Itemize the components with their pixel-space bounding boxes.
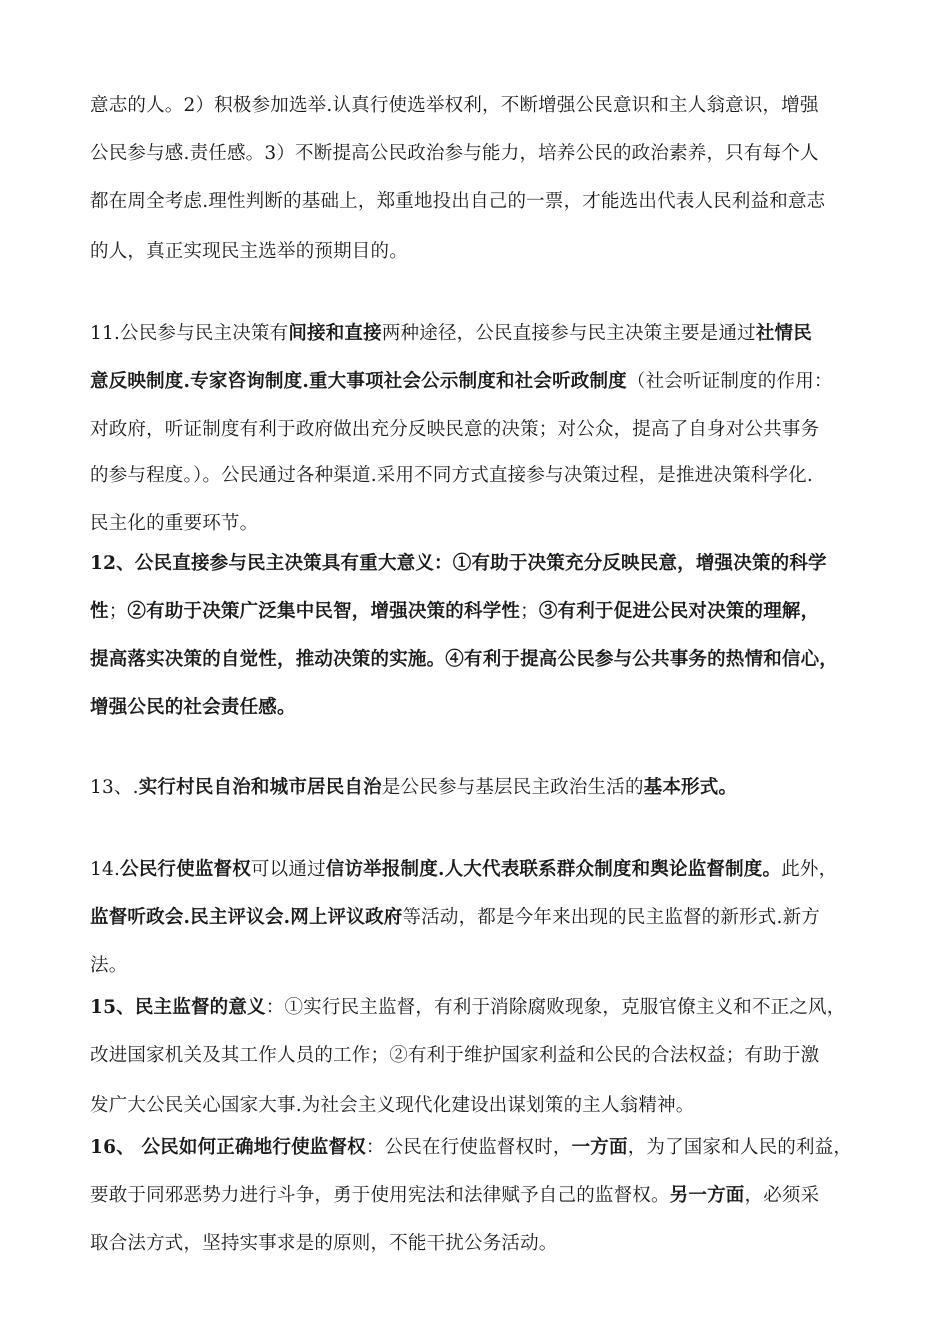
text-line bbox=[90, 1232, 880, 1256]
bold-text-run: 15、民主监督的意义 bbox=[90, 997, 266, 1018]
text-line bbox=[90, 858, 880, 882]
text-run: 的参与程度。）。公民通过各种渠道.采用不同方式直接参与决策过程，是推进决策科学化. bbox=[90, 465, 813, 486]
text-line bbox=[90, 370, 880, 394]
text-line bbox=[90, 1184, 880, 1208]
text-run: （社会听证制度的作用： bbox=[626, 371, 833, 392]
bold-text-run: 监督听政会.民主评议会.网上评议政府 bbox=[90, 907, 403, 928]
text-line bbox=[90, 240, 880, 264]
text-line bbox=[90, 1136, 880, 1160]
bold-text-run: 另一方面 bbox=[669, 1185, 745, 1206]
bold-text-run: ③有利于促进公民对决策的理解， bbox=[538, 601, 820, 622]
text-run: 是公民参与基层民主政治生活的 bbox=[381, 777, 644, 798]
text-run: 可以通过 bbox=[250, 859, 326, 880]
text-run: 都在周全考虑.理性判断的基础上，郑重地投出自己的一票，才能选出代表人民利益和意志 bbox=[90, 191, 826, 212]
text-line bbox=[90, 1044, 880, 1068]
text-run: 法。 bbox=[90, 955, 128, 976]
text-line bbox=[90, 464, 880, 488]
text-line bbox=[90, 600, 880, 624]
text-line bbox=[90, 94, 880, 118]
text-run: 取合法方式，坚持实事求是的原则，不能干扰公务活动。 bbox=[90, 1233, 558, 1254]
text-run: 民主化的重要环节。 bbox=[90, 513, 259, 534]
text-line bbox=[90, 648, 880, 672]
text-line bbox=[90, 906, 880, 930]
text-line bbox=[90, 418, 880, 442]
bold-text-run: 增强公民的社会责任感。 bbox=[90, 697, 296, 718]
text-run: 意志的人。2）积极参加选举.认真行使选举权利，不断增强公民意识和主人翁意识，增强 bbox=[90, 95, 819, 116]
text-run: 发广大公民关心国家大事.为社会主义现代化建设出谋划策的主人翁精神。 bbox=[90, 1095, 695, 1116]
text-run: 此外， bbox=[781, 859, 838, 880]
text-run: 11.公民参与民主决策有 bbox=[90, 323, 289, 344]
text-run: 等活动，都是今年来出现的民主监督的新形式.新方 bbox=[402, 907, 820, 928]
text-line bbox=[90, 1094, 880, 1118]
bold-text-run: 意反映制度.专家咨询制度.重大事项社会公示制度和社会听政制度 bbox=[90, 371, 627, 392]
text-line bbox=[90, 552, 880, 576]
bold-text-run: 性 bbox=[90, 601, 109, 622]
text-run: ，必须采 bbox=[744, 1185, 820, 1206]
text-run: 要敢于同邪恶势力进行斗争，勇于使用宪法和法律赋予自己的监督权。 bbox=[90, 1185, 670, 1206]
bold-text-run: 12、公民直接参与民主决策具有重大意义：①有助于决策充分反映民意，增强决策的科学 bbox=[90, 553, 827, 574]
text-run: ； bbox=[108, 601, 128, 622]
text-run: 两种途径，公民直接参与民主决策主要是通过 bbox=[381, 323, 756, 344]
text-run: 14. bbox=[90, 859, 121, 880]
text-line bbox=[90, 996, 880, 1020]
bold-text-run: 社情民 bbox=[755, 323, 812, 344]
bold-text-run: 16、 公民如何正确地行使监督权 bbox=[90, 1137, 366, 1158]
text-line bbox=[90, 776, 880, 800]
text-run: 公民参与感.责任感。3）不断提高公民政治参与能力，培养公民的政治素养，只有每个人 bbox=[90, 143, 819, 164]
text-line bbox=[90, 954, 880, 978]
text-line bbox=[90, 190, 880, 214]
text-run: ：公民在行使监督权时， bbox=[365, 1137, 572, 1158]
text-line bbox=[90, 322, 880, 346]
text-run: ，为了国家和人民的利益， bbox=[627, 1137, 853, 1158]
bold-text-run: ②有助于决策广泛集中民智，增强决策的科学性 bbox=[127, 601, 521, 622]
text-run: ； bbox=[520, 601, 539, 622]
text-line bbox=[90, 142, 880, 166]
bold-text-run: 一方面 bbox=[571, 1137, 628, 1158]
bold-text-run: 公民行使监督权 bbox=[120, 859, 251, 880]
bold-text-run: 信访举报制度.人大代表联系群众制度和舆论监督制度。 bbox=[325, 859, 782, 880]
bold-text-run: 实行村民自治和城市居民自治 bbox=[138, 777, 382, 798]
text-run: 13、. bbox=[90, 777, 139, 798]
bold-text-run: 提高落实决策的自觉性，推动决策的实施。④有利于提高公民参与公共事务的热情和信心， bbox=[90, 649, 839, 670]
text-line bbox=[90, 512, 880, 536]
text-run: 对政府，听证制度有利于政府做出充分反映民意的决策；对公众，提高了自身对公共事务 bbox=[90, 419, 820, 440]
text-run: 的人，真正实现民主选举的预期目的。 bbox=[90, 241, 408, 262]
bold-text-run: 基本形式。 bbox=[643, 777, 738, 798]
text-run: 改进国家机关及其工作人员的工作；②有利于维护国家利益和公民的合法权益；有助于激 bbox=[90, 1045, 820, 1066]
text-line bbox=[90, 696, 880, 720]
text-run: ：①实行民主监督，有利于消除腐败现象，克服官僚主义和不正之风， bbox=[265, 997, 846, 1018]
bold-text-run: 间接和直接 bbox=[288, 323, 382, 344]
